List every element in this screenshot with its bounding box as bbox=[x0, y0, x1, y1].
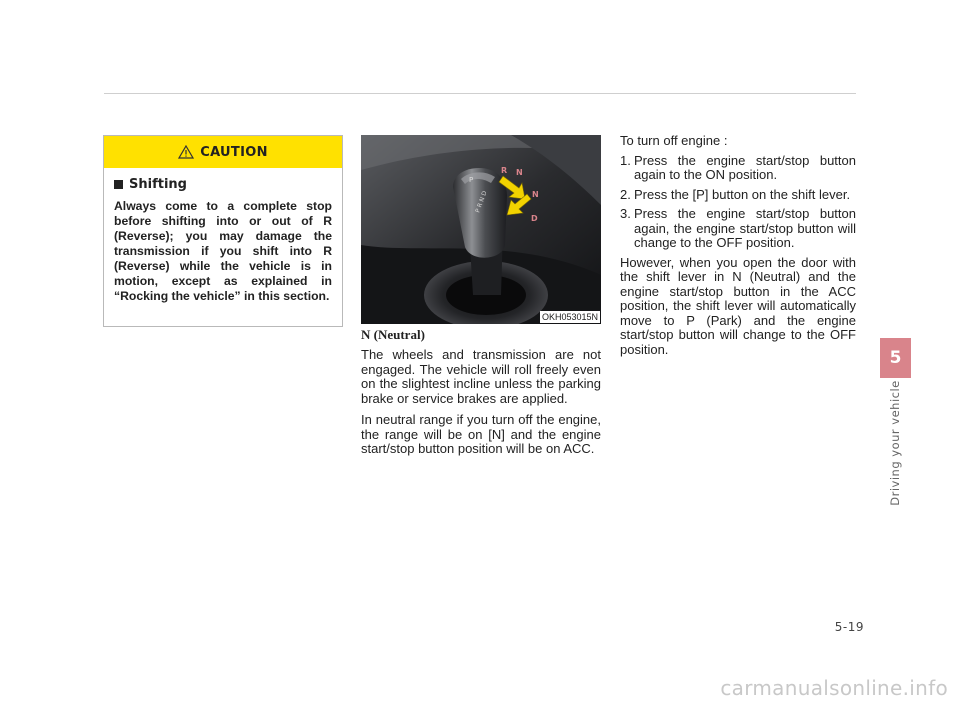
warning-icon bbox=[178, 145, 194, 159]
page-number: 5-19 bbox=[834, 620, 864, 634]
engine-off-note: However, when you open the door with the shift lever in N (Neutral) and the engine start/stop button in the ACC position, the shift lever will automatically move to P (Park) and the engine start/stop button will change to the OFF position. bbox=[620, 254, 856, 357]
chapter-number: 5 bbox=[889, 348, 902, 368]
neutral-heading: N (Neutral) bbox=[361, 327, 425, 342]
neutral-paragraph: In neutral range if you turn off the engine, the range will be on [N] and the engine start/stop button position will be on ACC. bbox=[361, 412, 601, 456]
caution-title: CAUTION bbox=[200, 144, 268, 160]
chapter-label: Driving your vehicle bbox=[888, 380, 902, 506]
step-item bbox=[620, 154, 856, 183]
gear-label-n2: N bbox=[532, 190, 539, 199]
neutral-section bbox=[361, 327, 601, 464]
caution-subtitle: Shifting bbox=[129, 177, 187, 192]
engine-off-intro: To turn off engine : bbox=[620, 133, 728, 148]
lever-gear-marks: P R N D bbox=[474, 190, 489, 214]
shift-lever-illustration bbox=[361, 135, 601, 324]
header-rule bbox=[104, 93, 856, 94]
step-item bbox=[620, 207, 856, 251]
gear-label-r: R bbox=[501, 166, 508, 175]
caution-header bbox=[104, 136, 342, 168]
shift-lever-photo bbox=[361, 135, 601, 324]
step-item bbox=[620, 188, 856, 203]
p-button-mark: P bbox=[469, 176, 474, 184]
step-number: 2. bbox=[620, 186, 631, 202]
step-number: 3. bbox=[620, 206, 631, 221]
step-text: Press the engine start/stop button again to the ON position. bbox=[634, 152, 856, 182]
square-bullet-icon bbox=[114, 180, 123, 189]
gear-label-d: D bbox=[531, 214, 538, 223]
watermark: carmanualsonline.info bbox=[720, 676, 948, 700]
gear-label-n1: N bbox=[516, 168, 523, 177]
caution-subtitle-row bbox=[114, 177, 332, 192]
chapter-tab bbox=[880, 338, 911, 378]
step-text: Press the [P] button on the shift lever. bbox=[634, 186, 851, 202]
step-number: 1. bbox=[620, 152, 631, 168]
figure-code: OKH053015N bbox=[541, 312, 598, 322]
caution-text: Always come to a complete stop before shifting into or out of R (Reverse); you may damage the transmission if you shift into R (Reverse) while the vehicle is in motion, except as explained in “Rocking the vehicle” in this section. bbox=[114, 199, 332, 303]
caution-box bbox=[103, 135, 343, 327]
engine-off-section bbox=[620, 134, 856, 364]
neutral-paragraph: The wheels and transmission are not engaged. The vehicle will roll freely even on the slightest incline unless the parking brake or service brakes are applied. bbox=[361, 347, 601, 406]
step-text: Press the engine start/stop button again, the engine start/stop button will change to the OFF position. bbox=[634, 206, 856, 250]
